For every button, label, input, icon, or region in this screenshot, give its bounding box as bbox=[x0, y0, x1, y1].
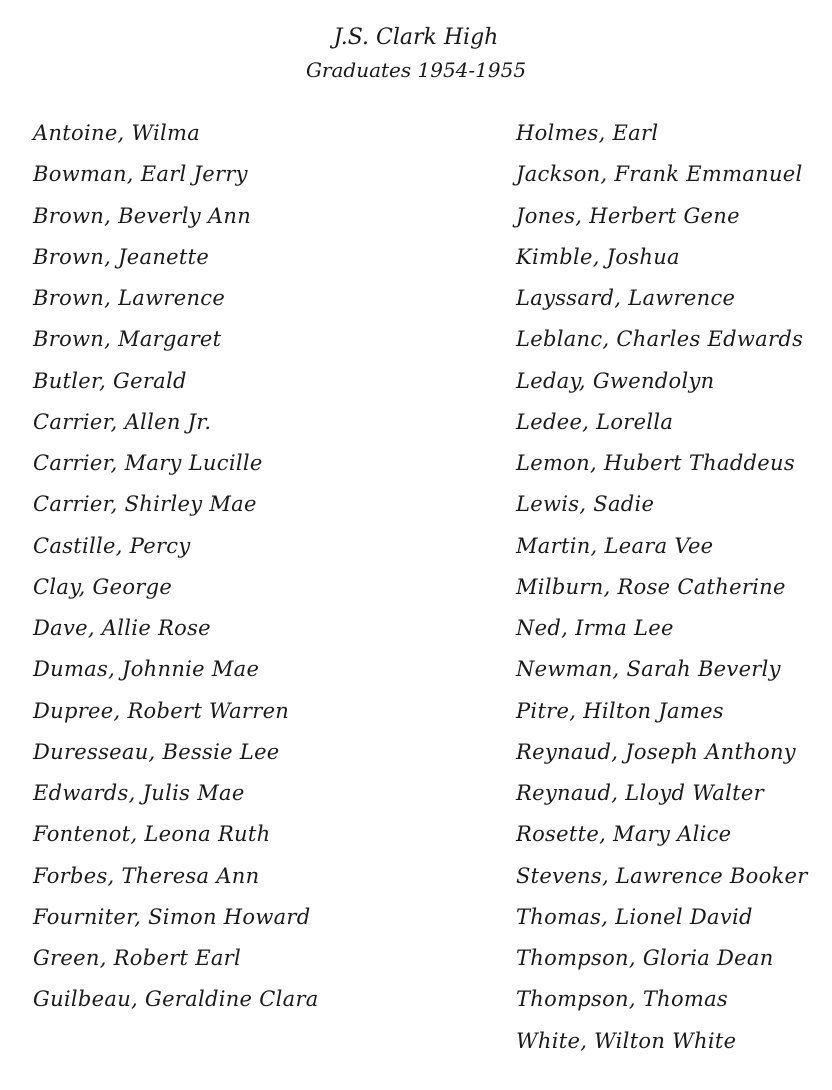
graduate-name: Newman, Sarah Beverly bbox=[516, 657, 781, 682]
graduate-name: White, Wilton White bbox=[516, 1028, 737, 1053]
graduate-name: Milburn, Rose Catherine bbox=[516, 574, 786, 599]
graduate-name: Butler, Gerald bbox=[33, 368, 187, 393]
graduate-name: Brown, Jeanette bbox=[33, 244, 210, 269]
graduate-name: Clay, George bbox=[33, 574, 173, 599]
graduate-name: Leblanc, Charles Edwards bbox=[516, 327, 804, 352]
graduate-name: Forbes, Theresa Ann bbox=[33, 863, 260, 888]
graduate-name: Ledee, Lorella bbox=[516, 409, 674, 434]
graduate-name: Lewis, Sadie bbox=[516, 492, 655, 517]
graduate-name: Stevens, Lawrence Booker bbox=[516, 863, 808, 888]
graduate-name: Lemon, Hubert Thaddeus bbox=[516, 451, 795, 475]
graduate-name: Reynaud, Joseph Anthony bbox=[516, 739, 796, 764]
graduate-name: Jones, Herbert Gene bbox=[516, 203, 740, 228]
graduate-name: Dumas, Johnnie Mae bbox=[33, 657, 260, 682]
graduate-name: Dupree, Robert Warren bbox=[33, 698, 290, 723]
graduate-name: Carrier, Allen Jr. bbox=[33, 409, 212, 434]
graduate-name: Thompson, Thomas bbox=[516, 987, 729, 1012]
graduate-name: Fourniter, Simon Howard bbox=[33, 904, 311, 929]
graduate-name: Brown, Lawrence bbox=[33, 286, 226, 310]
graduate-name: Bowman, Earl Jerry bbox=[33, 162, 248, 187]
graduate-name: Brown, Margaret bbox=[33, 327, 222, 352]
graduate-name: Ned, Irma Lee bbox=[516, 616, 674, 640]
graduate-name: Carrier, Mary Lucille bbox=[33, 451, 263, 475]
graduate-name: Thomas, Lionel David bbox=[516, 904, 753, 929]
graduate-name: Green, Robert Earl bbox=[33, 946, 242, 970]
graduate-name: Castille, Percy bbox=[33, 533, 191, 558]
graduate-name: Holmes, Earl bbox=[516, 121, 659, 145]
graduate-name: Fontenot, Leona Ruth bbox=[33, 822, 271, 847]
graduate-name: Dave, Allie Rose bbox=[33, 616, 211, 640]
document-header bbox=[0, 22, 832, 86]
graduate-name: Duresseau, Bessie Lee bbox=[33, 739, 280, 764]
graduate-name: Rosette, Mary Alice bbox=[516, 822, 732, 847]
graduate-name: Reynaud, Lloyd Walter bbox=[516, 781, 764, 805]
graduate-name: Antoine, Wilma bbox=[33, 121, 201, 145]
graduate-name: Jackson, Frank Emmanuel bbox=[516, 162, 803, 187]
graduates-list-left bbox=[33, 113, 473, 1021]
graduate-name: Layssard, Lawrence bbox=[516, 286, 736, 310]
graduate-name: Carrier, Shirley Mae bbox=[33, 492, 257, 517]
graduate-name: Pitre, Hilton James bbox=[516, 698, 724, 723]
graduate-name: Leday, Gwendolyn bbox=[516, 368, 715, 393]
school-title: J.S. Clark High bbox=[333, 25, 499, 50]
graduate-name: Martin, Leara Vee bbox=[516, 533, 714, 558]
graduate-name: Kimble, Joshua bbox=[516, 244, 680, 269]
graduate-name: Guilbeau, Geraldine Clara bbox=[33, 987, 319, 1012]
graduate-name: Thompson, Gloria Dean bbox=[516, 946, 774, 970]
graduate-name: Brown, Beverly Ann bbox=[33, 203, 252, 228]
graduates-subtitle: Graduates 1954-1955 bbox=[305, 58, 527, 82]
graduate-name: Edwards, Julis Mae bbox=[33, 781, 245, 805]
graduates-list-right bbox=[516, 113, 826, 1062]
